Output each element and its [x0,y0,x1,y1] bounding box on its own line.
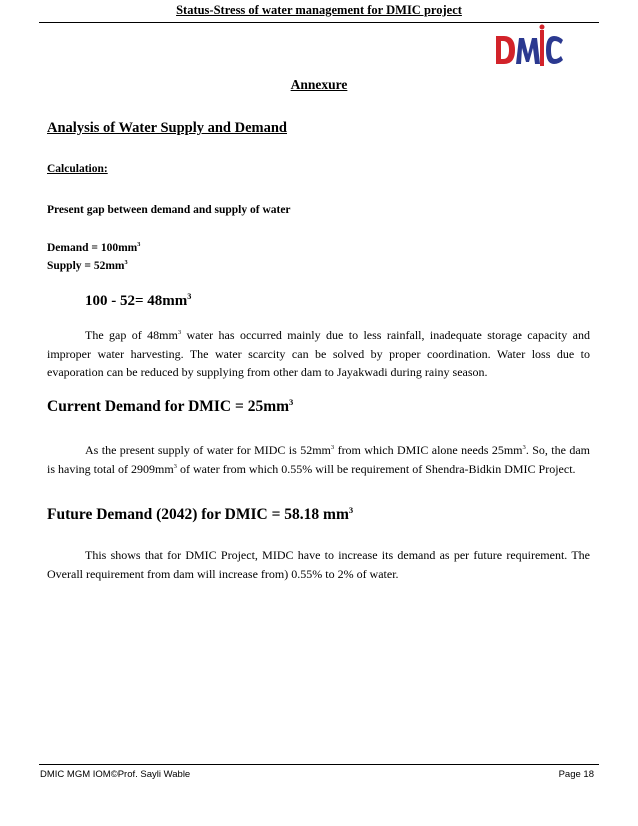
equation-sup: 3 [187,292,192,301]
dmic-logo [493,24,565,74]
para1-part-a: The gap of 48mm [85,328,178,342]
para2-sup3: 3 [173,462,177,470]
gap-paragraph [47,326,590,382]
para2-sup2: 3 [522,444,526,451]
demand-text: Demand = 100mm [47,242,138,254]
footer-author: DMIC MGM IOM©Prof. Sayli Wable [40,769,191,780]
para2-sup1: 3 [330,444,335,451]
para2-part-b: from which DMIC alone needs 25mm [334,443,523,457]
current-demand-text: Current Demand for DMIC = 25mm [47,398,290,415]
header-divider [39,22,599,23]
future-demand-paragraph [47,546,590,583]
equation-text: 100 - 52= 48mm [85,293,188,309]
supply-sup: 3 [124,259,128,267]
future-demand-text: Future Demand (2042) for DMIC = 58.18 mm [47,506,349,523]
supply-text: Supply = 52mm [47,260,125,272]
current-demand-paragraph [47,441,590,478]
gap-equation [85,293,191,310]
current-demand-heading [47,398,293,416]
para2-part-c: . So, the dam is having total of 2909mm [47,443,591,476]
para2-part-a: As the present supply of water for MIDC is 52mm [85,443,331,457]
demand-sup: 3 [137,241,141,249]
supply-line [47,260,128,272]
future-demand-sup: 3 [348,504,354,515]
footer-divider [39,764,599,765]
current-demand-sup: 3 [289,396,294,407]
para2-part-d: of water from which 0.55% will be requirement of Shendra-Bidkin DMIC Project. [176,461,576,476]
annexure-heading: Annexure [290,77,348,92]
page-number: Page 18 [558,769,594,780]
page-header-title: Status-Stress of water management for DMIC project [176,3,462,17]
future-demand-heading [47,506,353,524]
calculation-label: Calculation: [47,163,108,175]
para1-part-b: water has occurred mainly due to less rainfall, inadequate storage capacity and improper water harvesting. The water scarcity can be solved by proper coordination. Water loss due to evaporation can be reduced by supplying from other dam to Jayakwadi during rainy season. [47,328,590,379]
section-title: Analysis of Water Supply and Demand [47,120,287,136]
para1-sup: 3 [177,329,182,336]
gap-heading: Present gap between demand and supply of water [47,204,291,216]
para3-text: This shows that for DMIC Project, MIDC have to increase its demand as per future requirement. The Overall requirement from dam will increase from) 0.55% to 2% of water. [47,548,590,581]
demand-line [47,242,140,254]
